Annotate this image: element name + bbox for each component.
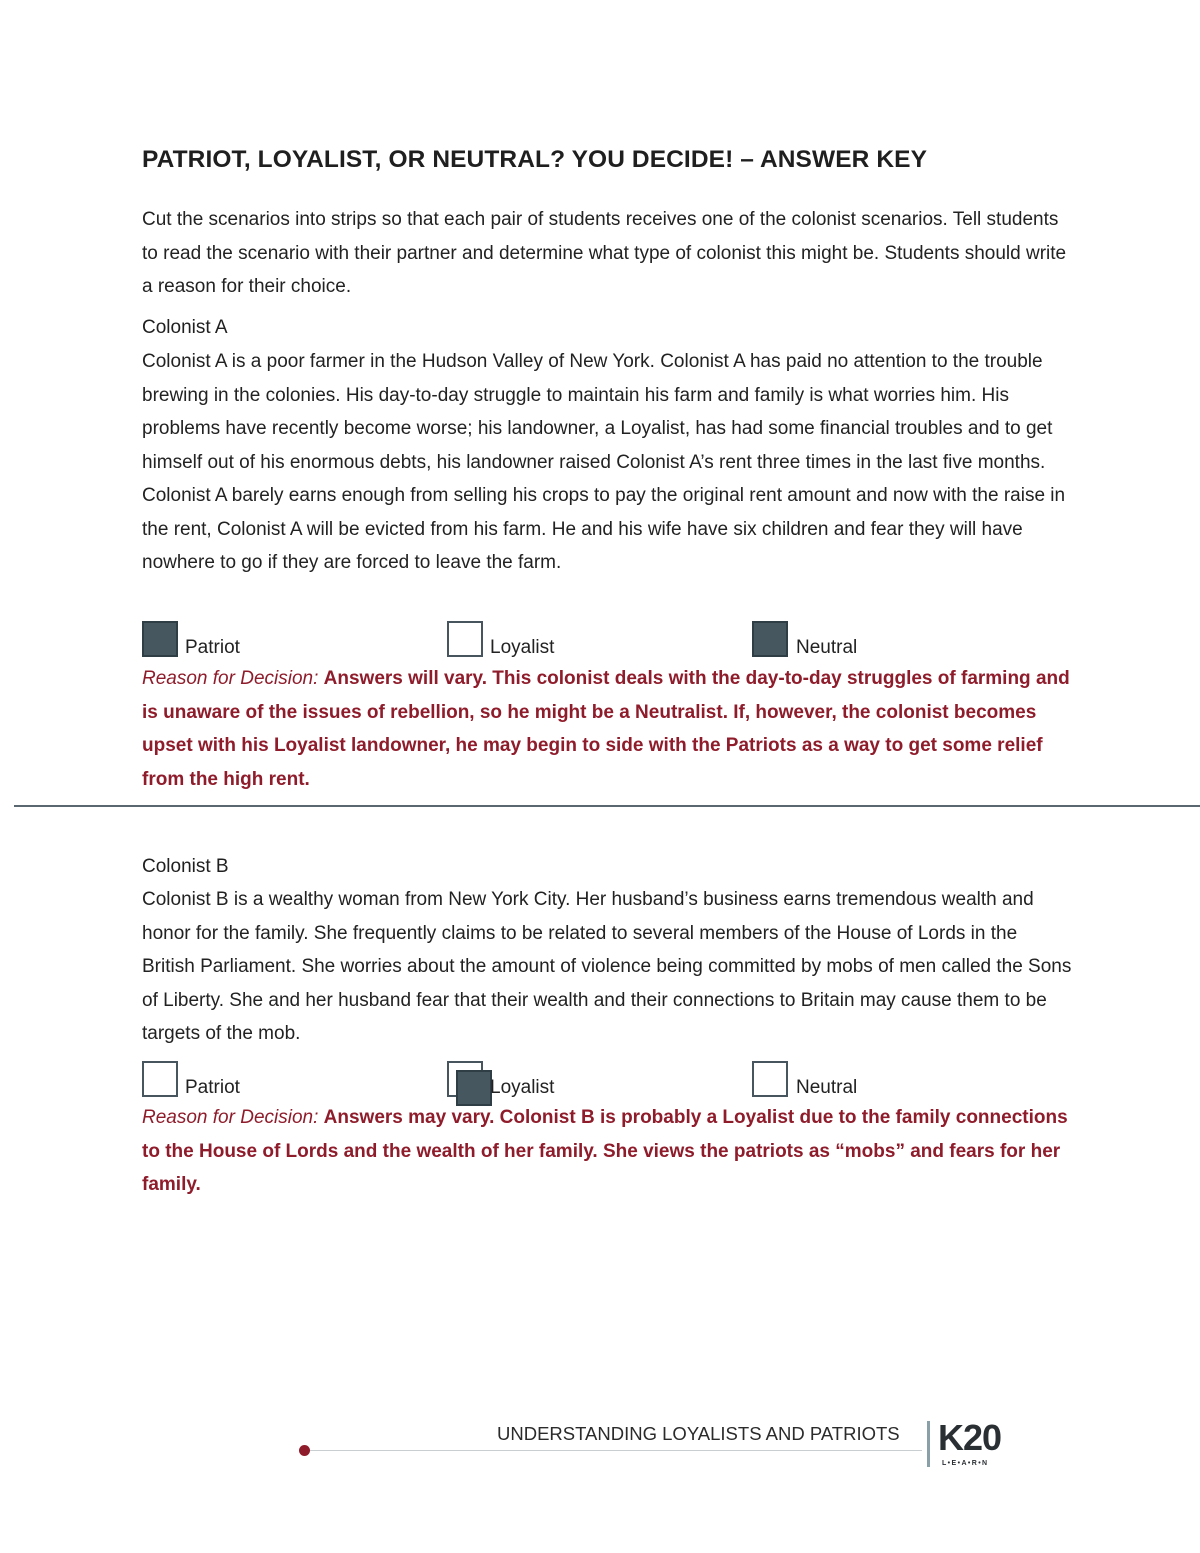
reason-lead: Reason for Decision: bbox=[142, 1107, 319, 1128]
colonist-a-reason bbox=[142, 662, 1072, 796]
instructions-paragraph: Cut the scenarios into strips so that each pair of students receives one of the colonist scenarios. Tell students to read the scenario with their partner and determine what type of colonist this might be. Students should write a reason for their choice. bbox=[142, 209, 1067, 297]
colonist-a-options bbox=[0, 620, 1200, 664]
colonist-b-reason bbox=[142, 1101, 1072, 1202]
patriot-checkbox[interactable] bbox=[142, 621, 178, 657]
neutral-checkbox[interactable] bbox=[752, 1061, 788, 1097]
patriot-label: Patriot bbox=[185, 637, 240, 658]
neutral-checkbox[interactable] bbox=[752, 621, 788, 657]
colonist-a-scenario: Colonist A is a poor farmer in the Hudson Valley of New York. Colonist A has paid no attention to the trouble brewing in the colonies. His day-to-day struggle to maintain his farm and family is what worries him. His problems have recently become worse; his landowner, a Loyalist, has had some financial troubles and to get himself out of his enormous debts, his landowner raised Colonist A’s rent three times in the last five months. Colonist A barely earns enough from selling his crops to pay the original rent amount and now with the raise in the rent, Colonist A will be evicted from his farm. He and his wife have six children and fear they will have nowhere to go if they are forced to leave the farm. bbox=[142, 351, 1066, 573]
k20-logo: K20 bbox=[938, 1417, 1002, 1458]
colonist-b-scenario: Colonist B is a wealthy woman from New York City. Her husband’s business earns tremendous wealth and honor for the family. She frequently claims to be related to several members of the House of Lords in the British Parliament. She worries about the amount of violence being committed by mobs of men called the Sons of Liberty. She and her husband fear that their wealth and their connections to Britain may cause them to be targets of the mob. bbox=[142, 889, 1072, 1044]
colonist-b-label: Colonist B bbox=[142, 856, 229, 877]
loyalist-checkbox[interactable] bbox=[447, 621, 483, 657]
loyalist-label: Loyalist bbox=[490, 637, 555, 658]
loyalist-label: Loyalist bbox=[490, 1077, 555, 1098]
footer-dot bbox=[299, 1445, 310, 1456]
footer-separator bbox=[927, 1421, 930, 1467]
k20-logo-tagline: L•E•A•R•N bbox=[942, 1460, 989, 1467]
neutral-label: Neutral bbox=[796, 1077, 858, 1098]
colonist-a-label: Colonist A bbox=[142, 317, 228, 338]
colonist-b-options bbox=[0, 1060, 1200, 1104]
footer-title: UNDERSTANDING LOYALISTS AND PATRIOTS bbox=[497, 1423, 900, 1444]
reason-answer: Answers will vary. This colonist deals with the day-to-day struggles of farming and is unaware of the issues of rebellion, so he might be a Neutralist. If, however, the colonist becomes upset with his Loyalist landowner, he may begin to side with the Patriots as a way to get some relief from the high rent. bbox=[142, 668, 1070, 790]
neutral-label: Neutral bbox=[796, 637, 858, 658]
patriot-label: Patriot bbox=[185, 1077, 240, 1098]
page-title: PATRIOT, LOYALIST, OR NEUTRAL? YOU DECIDE! – ANSWER KEY bbox=[142, 146, 928, 173]
footer-rule bbox=[310, 1450, 922, 1451]
section-divider bbox=[14, 805, 1200, 807]
reason-lead: Reason for Decision: bbox=[142, 668, 319, 689]
reason-answer: Answers may vary. Colonist B is probably a Loyalist due to the family connections to the House of Lords and the wealth of her family. She views the patriots as “mobs” and fears for her family. bbox=[142, 1107, 1068, 1195]
patriot-checkbox[interactable] bbox=[142, 1061, 178, 1097]
